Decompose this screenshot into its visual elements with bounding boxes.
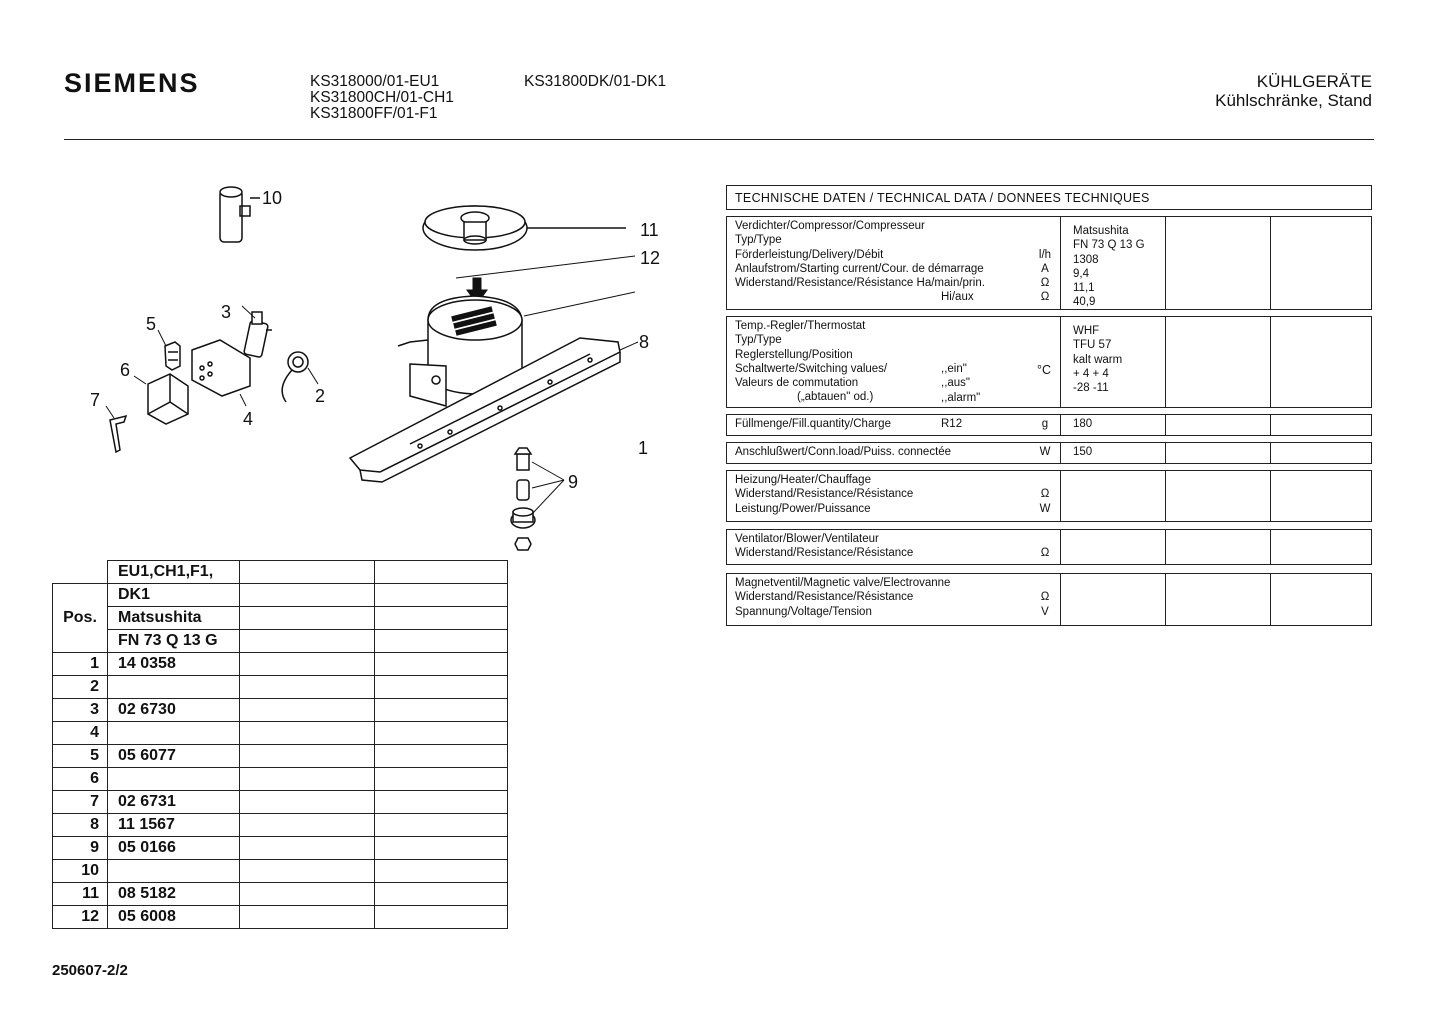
part-label: 3 [221, 302, 232, 322]
parts-table [52, 560, 508, 929]
tech-title: TECHNISCHE DATEN / TECHNICAL DATA / DONNEES TECHNIQUES [726, 185, 1372, 210]
plug-part-2 [282, 352, 308, 402]
tech-magnetic-valve: Magnetventil/Magnetic valve/Electrovanne Widerstand/Resistance/Résistance Spannung/Voltage/Tension Ω V [726, 573, 1372, 626]
part-label: 7 [90, 390, 101, 410]
part-label: 9 [568, 472, 579, 492]
tech-connection-load: Anschlußwert/Conn.load/Puiss. connectée W 150 [726, 442, 1372, 464]
table-header: Matsushita [108, 607, 240, 630]
exploded-parts-diagram [80, 170, 700, 560]
part-label: 1 [638, 438, 649, 458]
part-label: 11 [640, 220, 659, 240]
part-label: 10 [262, 188, 283, 208]
model-number: KS31800DK/01-DK1 [524, 73, 667, 90]
relay-part-3 [244, 312, 272, 357]
document-number: 250607-2/2 [52, 962, 128, 979]
model-number: KS31800FF/01-F1 [310, 105, 438, 122]
category-subtitle: Kühlschränke, Stand [1215, 91, 1372, 110]
table-row: 5 05 6077 [53, 745, 508, 768]
table-row: 11 08 5182 [53, 883, 508, 906]
part-label: 12 [640, 248, 661, 268]
model-number: KS31800CH/01-CH1 [310, 89, 454, 106]
table-row: 9 05 0166 [53, 837, 508, 860]
tech-blower: Ventilator/Blower/Ventilateur Widerstand/Resistance/Résistance Ω [726, 529, 1372, 565]
part-label: 2 [315, 386, 326, 406]
part-label: 6 [120, 360, 131, 380]
table-row: 6 [53, 768, 508, 791]
bracket-part-7 [110, 416, 126, 452]
category-title: KÜHLGERÄTE [1256, 72, 1372, 91]
part-label: 5 [146, 314, 157, 334]
model-number: KS318000/01-EU1 [310, 73, 440, 90]
model-list-2 [524, 74, 666, 90]
tech-charge: Füllmenge/Fill.quantity/Charge R12 g 180 [726, 414, 1372, 436]
table-header: DK1 [108, 584, 240, 607]
tech-thermostat: Temp.-Regler/Thermostat Typ/Type Reglerstellung/Position Schaltwerte/Switching values/ Valeurs de commutation („abtauen" od.) ,,ein" ,,aus" ,,alarm" °C WHF TFU 57 kalt warm + 4 + 4 -28 -11 [726, 316, 1372, 408]
cover-part-11 [423, 206, 626, 250]
category [1215, 72, 1372, 110]
table-row: 2 [53, 676, 508, 699]
clip-part-5 [165, 342, 180, 370]
pos-header: Pos. [53, 584, 108, 653]
table-header: EU1,CH1,F1, [108, 561, 240, 584]
part-label: 8 [639, 332, 650, 352]
brand-logo: SIEMENS [64, 68, 200, 98]
tech-compressor: Verdichter/Compressor/Compresseur Typ/Type Förderleistung/Delivery/Débit Anlaufstrom/Starting current/Cour. de démarrage Widerstand/Resistance/Résistance Ha/main/prin. Hi/aux l/h A Ω Ω Matsushita FN 73 Q 13 G 1308 9,4 11,1 40,9 [726, 216, 1372, 310]
table-row: 1 14 0358 [53, 653, 508, 676]
fasteners-part-9 [511, 448, 535, 550]
table-row: 7 02 6731 [53, 791, 508, 814]
table-row: 4 [53, 722, 508, 745]
table-header: FN 73 Q 13 G [108, 630, 240, 653]
table-row: 10 [53, 860, 508, 883]
table-row: 8 11 1567 [53, 814, 508, 837]
part-label: 4 [243, 409, 254, 429]
cover-box-part-6 [148, 374, 188, 424]
tech-heater: Heizung/Heater/Chauffage Widerstand/Resistance/Résistance Leistung/Power/Puissance Ω W [726, 470, 1372, 522]
table-row: 12 05 6008 [53, 906, 508, 929]
header-divider [64, 139, 1374, 140]
capacitor-part-10 [220, 187, 260, 242]
model-list-1 [310, 74, 454, 122]
table-row: 3 02 6730 [53, 699, 508, 722]
overload-part-4 [192, 340, 250, 396]
